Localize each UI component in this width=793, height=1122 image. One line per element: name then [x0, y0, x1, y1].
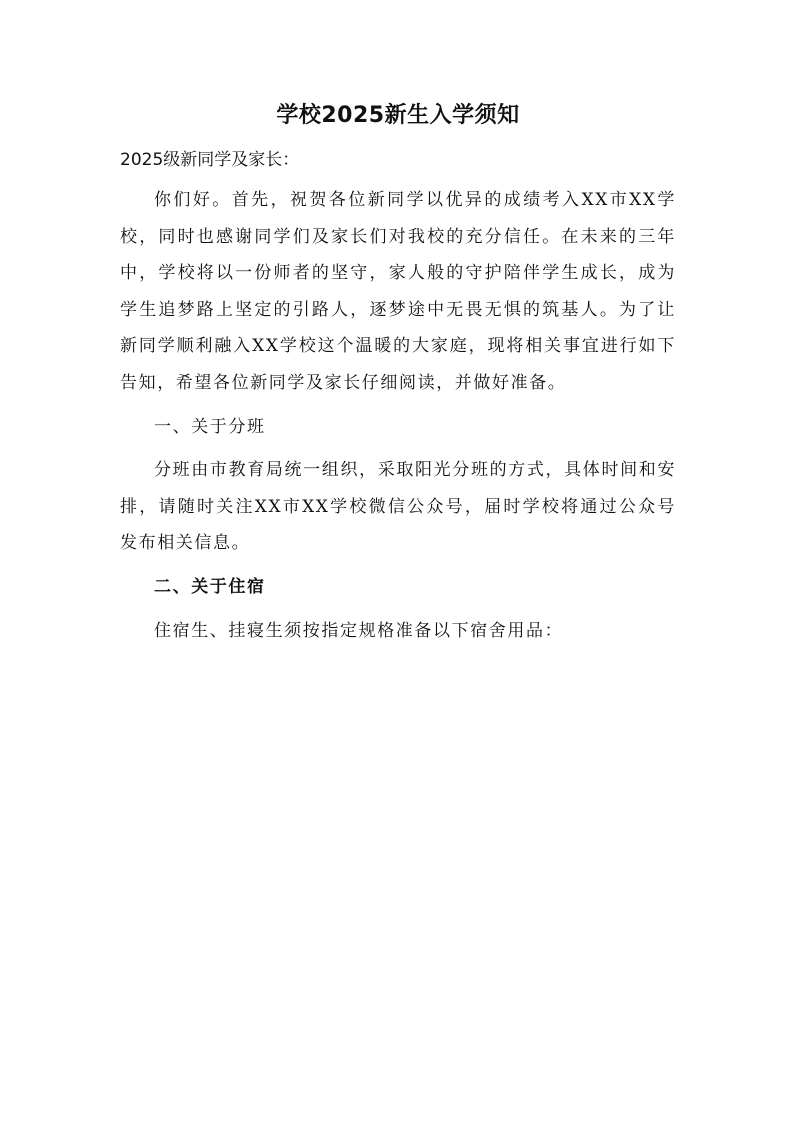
document-page [120, 96, 676, 656]
section-body-accommodation: 住宿生、挂寝生须按指定规格准备以下宿舍用品： [154, 620, 564, 641]
section-heading-accommodation: 二、关于住宿 [154, 576, 266, 597]
document-title: 学校2025新生入学须知 [276, 103, 520, 128]
salutation: 2025级新同学及家长： [120, 150, 300, 170]
section-heading-class-assignment: 一、关于分班 [154, 416, 266, 437]
section-body-class-assignment: 分班由市教育局统一组织，采取阳光分班的方式，具体时间和安排，请随时关注XX市XX学校微信公众号，届时学校将通过公众号发布相关信息。 [120, 460, 676, 554]
intro-paragraph: 你们好。首先，祝贺各位新同学以优异的成绩考入XX市XX学校，同时也感谢同学们及家长们对我校的充分信任。在未来的三年中，学校将以一份师者的坚守，家人般的守护陪伴学生成长，成为学生追梦路上坚定的引路人，逐梦途中无畏无惧的筑基人。为了让新同学顺利融入XX学校这个温暖的大家庭，现将相关事宜进行如下告知，希望各位新同学及家长仔细阅读，并做好准备。 [120, 190, 676, 393]
